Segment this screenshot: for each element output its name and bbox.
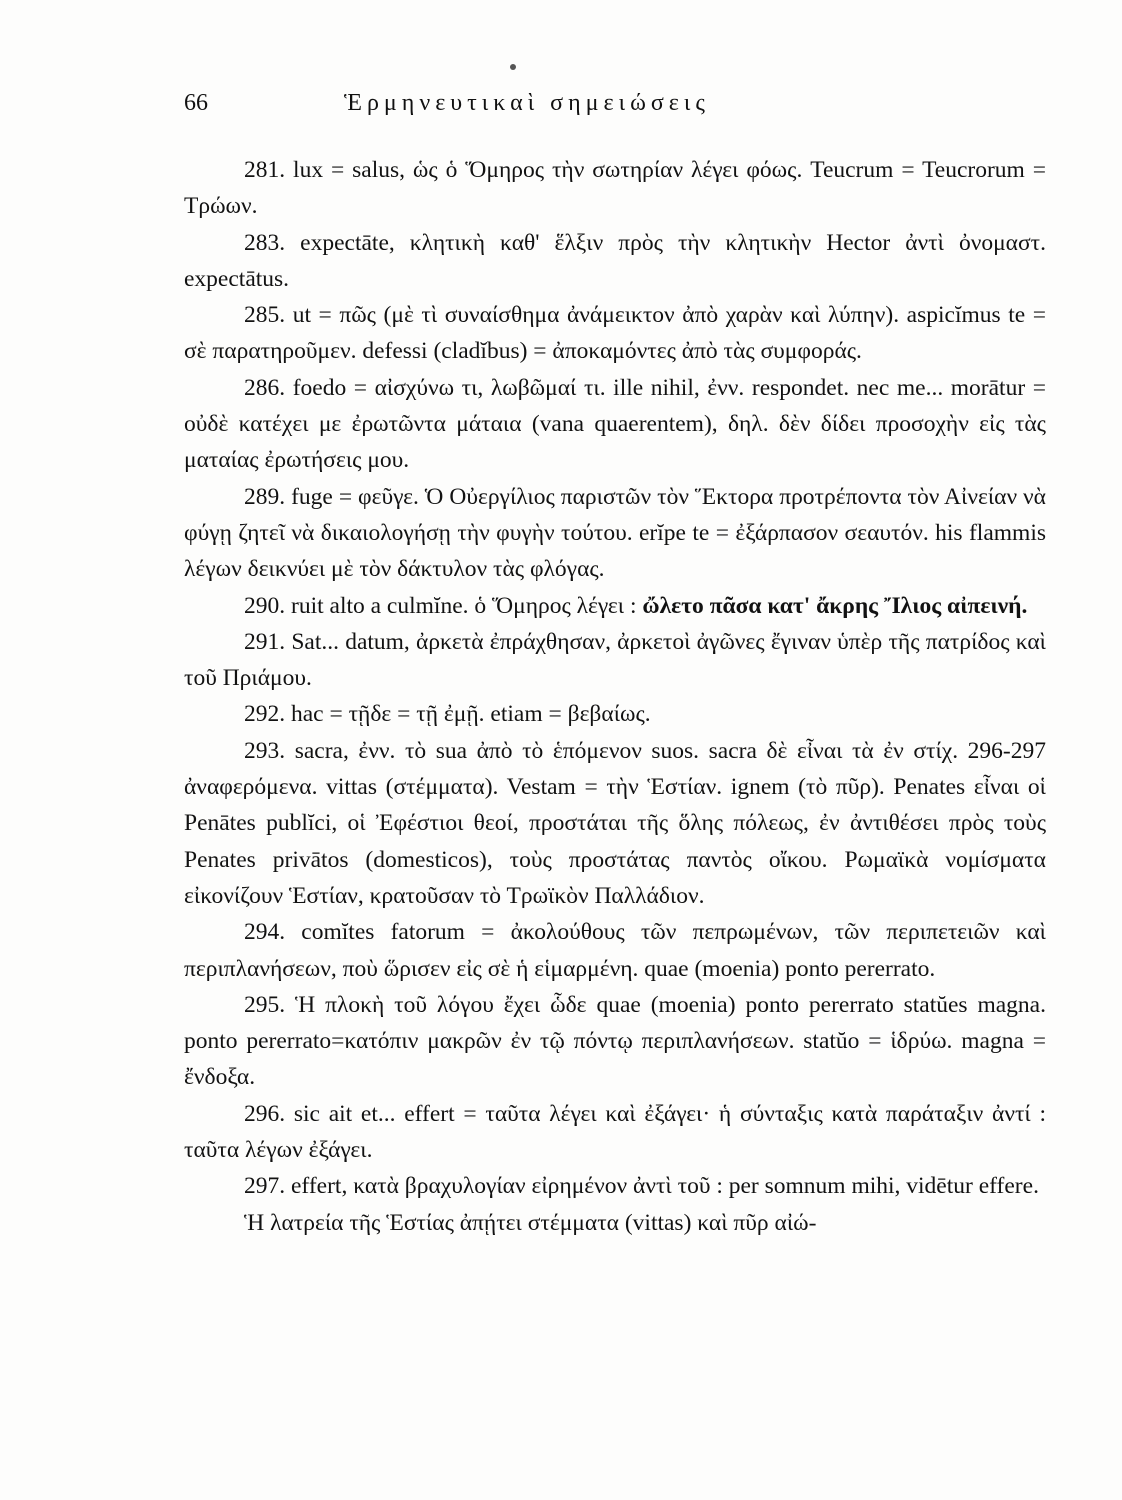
note-294: 294. comĭtes fatorum = ἀκολούθους τῶν πεπρωμένων, τῶν περιπετειῶν καὶ περιπλανήσεων, ποὺ ὥρισεν εἰς σὲ ἡ εἱμαρμένη. quae (moenia) ponto pererrato. — [184, 919, 1046, 982]
running-title: Ἑρμηνευτικαὶ σημειώσεις — [344, 90, 710, 116]
note-289: 289. fuge = φεῦγε. Ὁ Οὐεργίλιος παριστῶν τὸν Ἕκτορα προτρέποντα τὸν Αἰνείαν νὰ φύγῃ ζητεῖ νὰ δικαιολογήσῃ τὴν φυγὴν τούτου. erĭpe te = ἐξάρπασον σεαυτόν. his flammis λέγων δεικνύει μὲ τὸν δάκτυλον τὰς φλόγας. — [184, 483, 1046, 583]
commentary-text — [184, 152, 1046, 1241]
note-290 — [184, 588, 1046, 624]
note-296: 296. sic ait et... effert = ταῦτα λέγει καὶ ἐξάγει· ἡ σύνταξις κατὰ παράταξιν ἀντί : ταῦτα λέγων ἐξάγει. — [184, 1100, 1046, 1164]
note-285: 285. ut = πῶς (μὲ τὶ συναίσθημα ἀνάμεικτον ἀπὸ χαρὰν καὶ λύπην). aspicĭmus te = σὲ παρατηροῦμεν. defessi (cladĭbus) = ἀποκαμόντες ἀπὸ τὰς συμφοράς. — [184, 302, 1046, 365]
note-291: 291. Sat... datum, ἀρκετὰ ἐπράχθησαν, ἀρκετοὶ ἀγῶνες ἔγιναν ὑπὲρ τῆς πατρίδος καὶ τοῦ Πριάμου. — [184, 628, 1046, 692]
ink-dot — [510, 64, 516, 70]
note-290-text: 290. ruit alto a culmĭne. ὁ Ὅμηρος λέγει : — [244, 592, 637, 619]
note-293: 293. sacra, ἐνν. τὸ sua ἀπὸ τὸ ἑπόμενον suos. sacra δὲ εἶναι τὰ ἐν στίχ. 296-297 ἀναφερόμενα. vittas (στέμματα). Vestam = τὴν Ἑστίαν. ignem (τὸ πῦρ). Penates εἶναι οἱ Penātes publĭci, οἱ Ἐφέστιοι θεοί, προστάται τῆς ὅλης πόλεως, ἐν ἀντιθέσει πρὸς τοὺς Penates privātos (domesticos), τοὺς προστάτας παντὸς οἴκου. Ρωμαϊκὰ νομίσματα εἰκονίζουν Ἑστίαν, κρατοῦσαν τὸ Τρωϊκὸν Παλλάδιον. — [184, 737, 1046, 909]
note-297: 297. effert, κατὰ βραχυλογίαν εἰρημένον ἀντὶ τοῦ : per somnum mihi, vidētur effere. — [244, 1173, 1039, 1200]
note-292: 292. hac = τῇδε = τῇ ἐμῇ. etiam = βεβαίως. — [244, 701, 651, 728]
page-number: 66 — [184, 90, 208, 116]
homer-quote: ὤλετο πᾶσα κατ' ἄκρης Ἴλιος αἰπεινή. — [642, 592, 1028, 619]
note-286: 286. foedo = αἰσχύνω τι, λωβῶμαί τι. ille nihil, ἐνν. respondet. nec me... morātur = οὐδὲ κατέχει με ἐρωτῶντα μάταια (vana quaerentem), δηλ. δὲν δίδει προσοχὴν εἰς τὰς ματαίας ἐρωτήσεις μου. — [184, 374, 1046, 474]
note-295: 295. Ἡ πλοκὴ τοῦ λόγου ἔχει ὧδε quae (moenia) ponto pererrato statŭes magna. ponto pererrato=κατόπιν μακρῶν ἐν τῷ πόντῳ περιπλανήσεων. statŭo = ἱδρύω. magna = ἔνδοξα. — [184, 991, 1046, 1091]
note-281: 281. lux = salus, ὡς ὁ Ὅμηρος τὴν σωτηρίαν λέγει φόως. Teucrum = Teucrorum = Τρώων. — [184, 157, 1046, 220]
page-header — [184, 90, 1042, 130]
closing-paragraph: Ἡ λατρεία τῆς Ἑστίας ἀπῄτει στέμματα (vittas) καὶ πῦρ αἰώ- — [244, 1209, 817, 1236]
note-283: 283. expectāte, κλητικὴ καθ' ἕλξιν πρὸς τὴν κλητικὴν Hector ἀντὶ ὀνομαστ. expectātus. — [184, 229, 1046, 292]
